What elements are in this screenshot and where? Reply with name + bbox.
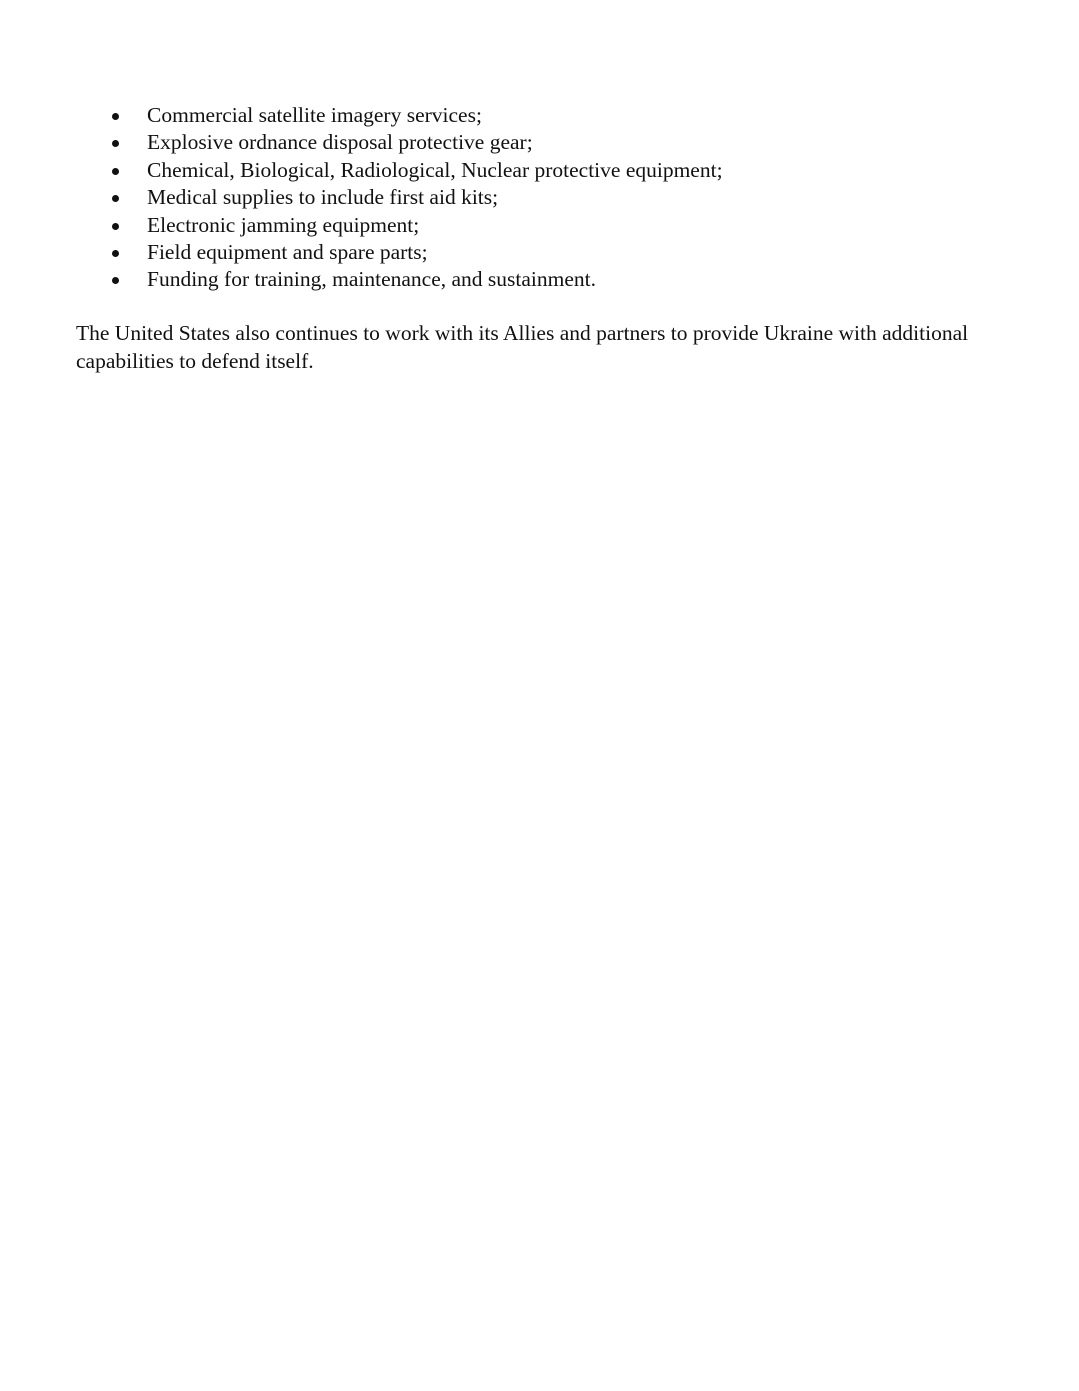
bullet-icon <box>112 195 119 202</box>
bullet-icon <box>112 277 119 284</box>
list-item-text: Funding for training, maintenance, and sustainment. <box>147 267 597 292</box>
bullet-icon <box>112 140 119 147</box>
list-item-text: Explosive ordnance disposal protective gear; <box>147 130 533 155</box>
list-item-text: Commercial satellite imagery services; <box>147 103 482 127</box>
bullet-icon <box>112 168 119 175</box>
bullet-icon <box>112 250 119 257</box>
bullet-icon <box>112 223 119 230</box>
list-item-text: Medical supplies to include first aid kits; <box>147 185 499 210</box>
list-item-text: Chemical, Biological, Radiological, Nuclear protective equipment; <box>147 157 723 182</box>
bullet-icon <box>112 113 119 120</box>
body-paragraph: The United States also continues to work with its Allies and partners to provide Ukraine with additional capabilities to defend itself. <box>76 321 969 373</box>
list-item-text: Field equipment and spare parts; <box>147 239 428 264</box>
list-item-text: Electronic jamming equipment; <box>147 212 420 237</box>
